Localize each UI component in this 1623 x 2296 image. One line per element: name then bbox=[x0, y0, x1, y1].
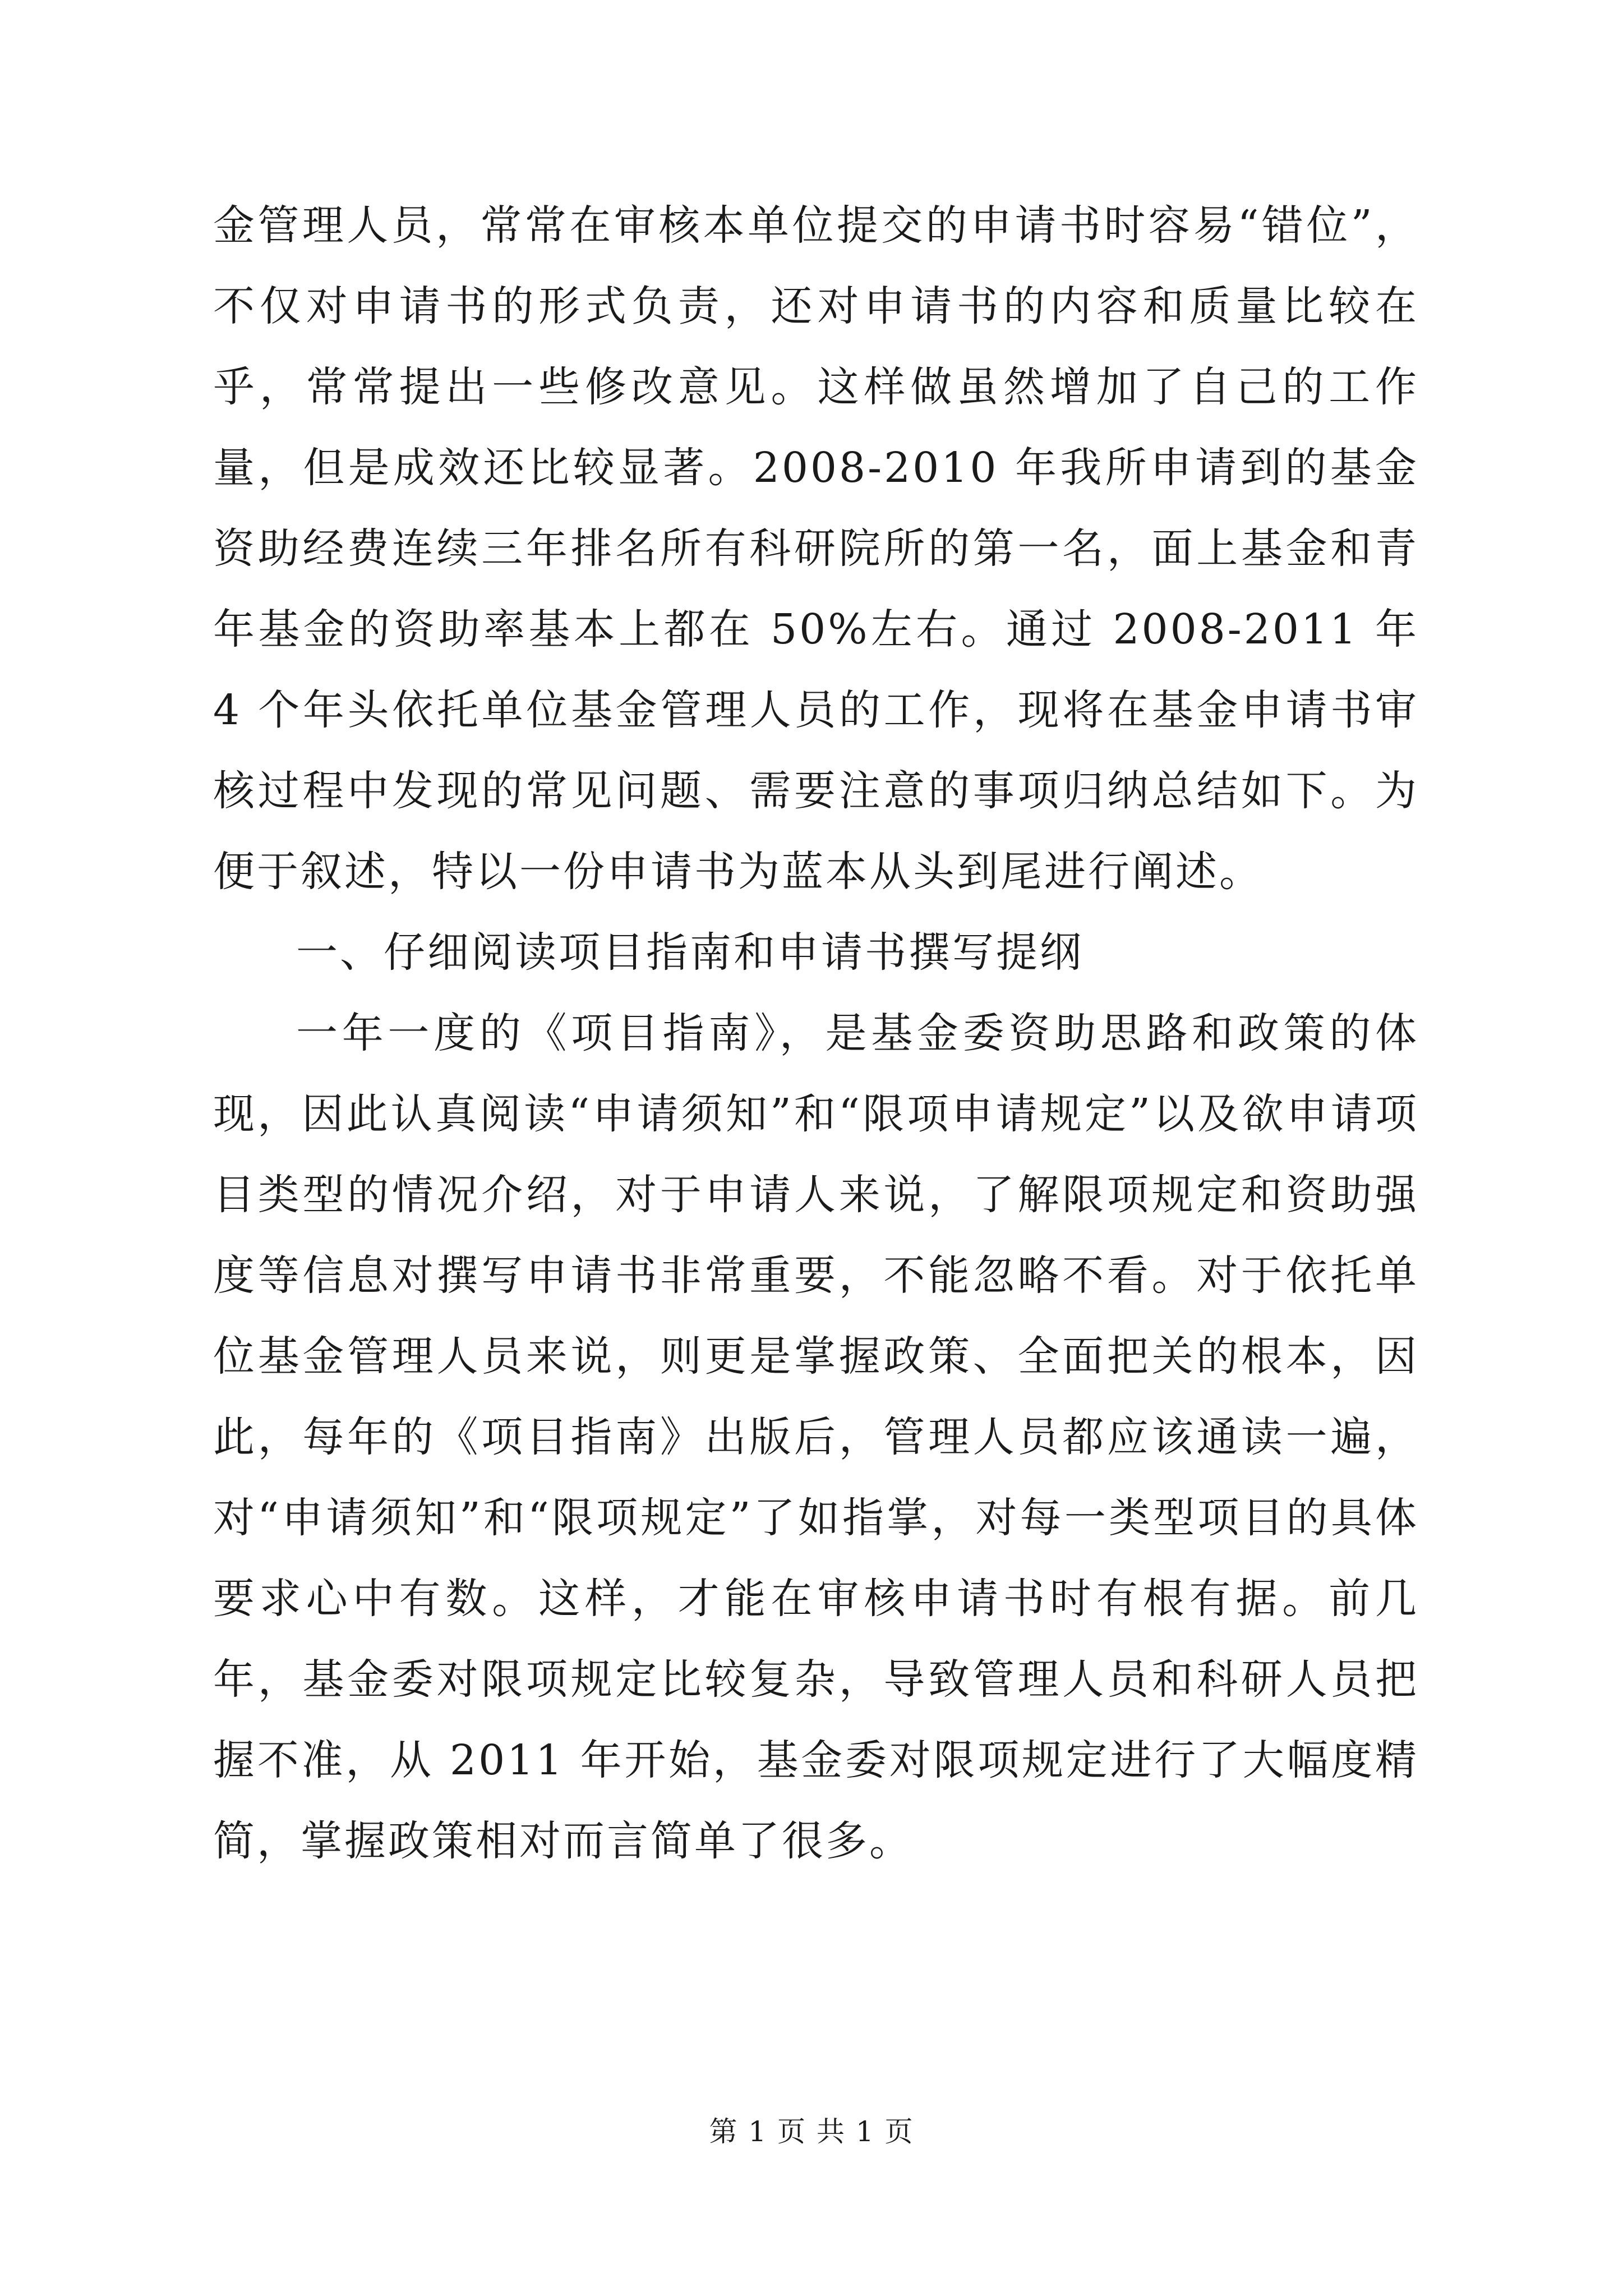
page-number-footer: 第 1 页 共 1 页 bbox=[709, 2115, 914, 2148]
document-body bbox=[213, 185, 1419, 1881]
section-heading: 一、仔细阅读项目指南和申请书撰写提纲 bbox=[296, 928, 1083, 977]
paragraph-intro: 金管理人员，常常在审核本单位提交的申请书时容易“错位”，不仅对申请书的形式负责，还对申请书的内容和质量比较在乎，常常提出一些修改意见。这样做虽然增加了自己的工作量，但是成效还比较显著。2008-2010 年我所申请到的基金资助经费连续三年排名所有科研院所的第一名，面上基金和青年基金的资助率基本上都在 50%左右。通过 2008-2011 年 4 个年头依托单位基金管理人员的工作，现将在基金申请书审核过程中发现的常见问题、需要注意的事项归纳总结如下。为便于叙述，特以一份申请书为蓝本从头到尾进行阐述。 bbox=[213, 201, 1419, 896]
paragraph-guide: 一年一度的《项目指南》，是基金委资助思路和政策的体现，因此认真阅读“申请须知”和“限项申请规定”以及欲申请项目类型的情况介绍，对于申请人来说，了解限项规定和资助强度等信息对撰写申请书非常重要，不能忽略不看。对于依托单位基金管理人员来说，则更是掌握政策、全面把关的根本，因此，每年的《项目指南》出版后，管理人员都应该通读一遍，对“申请须知”和“限项规定”了如指掌，对每一类型项目的具体要求心中有数。这样，才能在审核申请书时有根有据。前几年，基金委对限项规定比较复杂，导致管理人员和科研人员把握不准，从 2011 年开始，基金委对限项规定进行了大幅度精简，掌握政策相对而言简单了很多。 bbox=[213, 1009, 1419, 1865]
